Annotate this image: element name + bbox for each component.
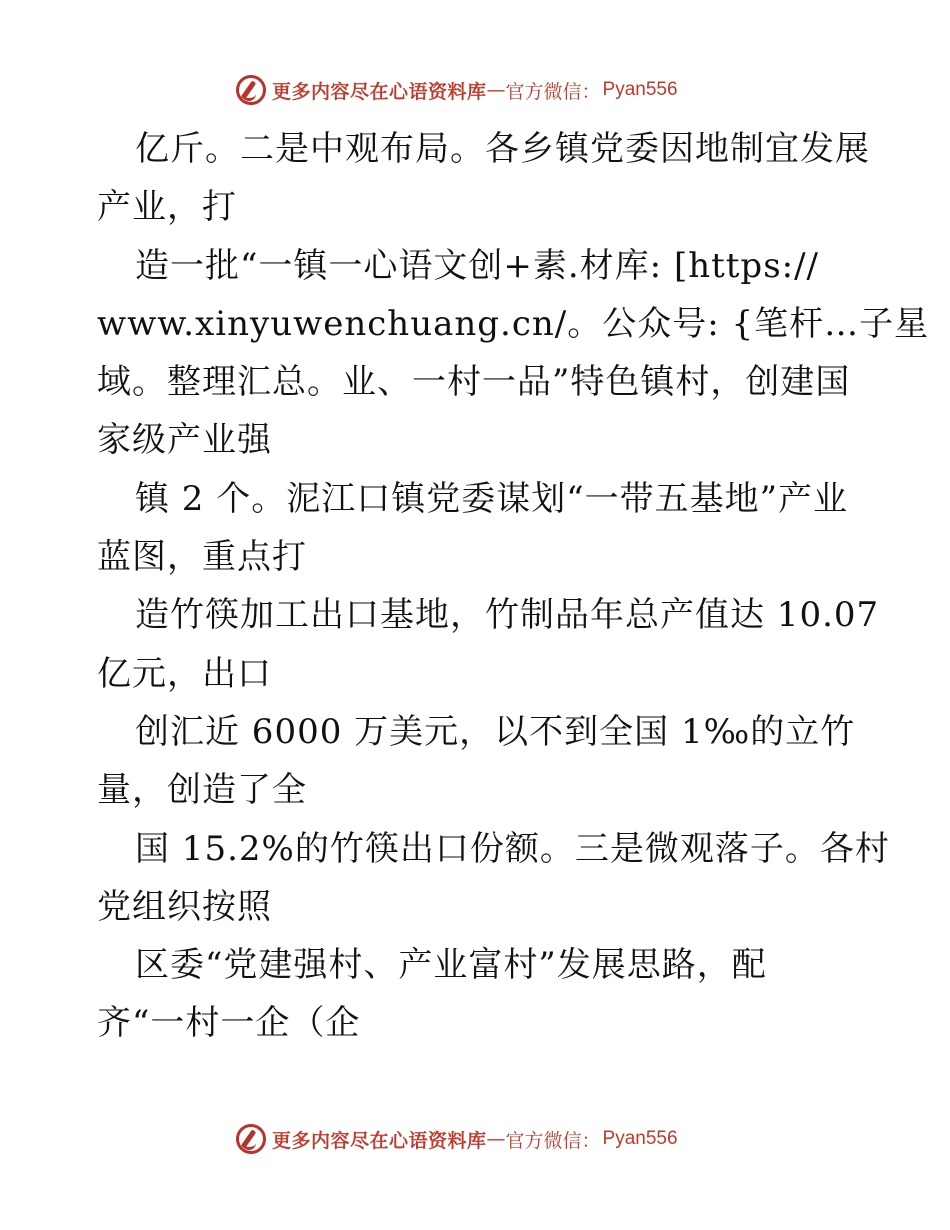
document-body (97, 120, 930, 1053)
text-line: 家级产业强 (97, 420, 272, 461)
text-line: 国 15.2%的竹筷出口份额。三是微观落子。各村 (135, 828, 890, 869)
footer-banner (236, 1121, 716, 1157)
banner-main-text: 更多内容尽在心语资料库 (272, 1129, 487, 1152)
header-banner (236, 72, 716, 108)
text-line: 造竹筷加工出口基地，竹制品年总产值达 10.07 (135, 595, 880, 636)
text-line: 造一批“一镇一心语文创+素.材库: [https:// (135, 245, 820, 286)
text-line: 区委“党建强村、产业富村”发展思路，配 (135, 945, 767, 986)
text-line: 产业，打 (97, 187, 237, 228)
text-line: 党组织按照 (97, 886, 272, 927)
text-line: 镇 2 个。泥江口镇党委谋划“一带五基地”产业 (135, 478, 849, 519)
text-line: 齐“一村一企（企 (97, 1003, 361, 1044)
text-line: 量，创造了全 (97, 770, 307, 811)
banner-main-text: 更多内容尽在心语资料库 (272, 80, 487, 103)
banner-dash: — (486, 1128, 506, 1150)
banner-sub-text: 官方微信： (505, 1129, 601, 1152)
banner-wechat-id: Pyan556 (602, 79, 678, 100)
banner-dash: — (486, 79, 506, 101)
banner-wechat-id: Pyan556 (602, 1128, 678, 1149)
text-line: 亿元，出口 (97, 653, 272, 694)
text-line: 创汇近 6000 万美元，以不到全国 1‰的立竹 (135, 711, 856, 752)
pen-logo-icon (236, 75, 266, 105)
banner-sub-text: 官方微信： (505, 80, 601, 103)
text-line: 亿斤。二是中观布局。各乡镇党委因地制宜发展 (135, 129, 870, 169)
text-line: 域。整理汇总。业、一村一品”特色镇村，创建国 (97, 362, 851, 403)
text-line: www.xinyuwenchuang.cn/。公众号: {笔杆…子星 (97, 303, 930, 344)
text-line: 蓝图，重点打 (97, 537, 307, 578)
pen-logo-icon (236, 1124, 266, 1154)
